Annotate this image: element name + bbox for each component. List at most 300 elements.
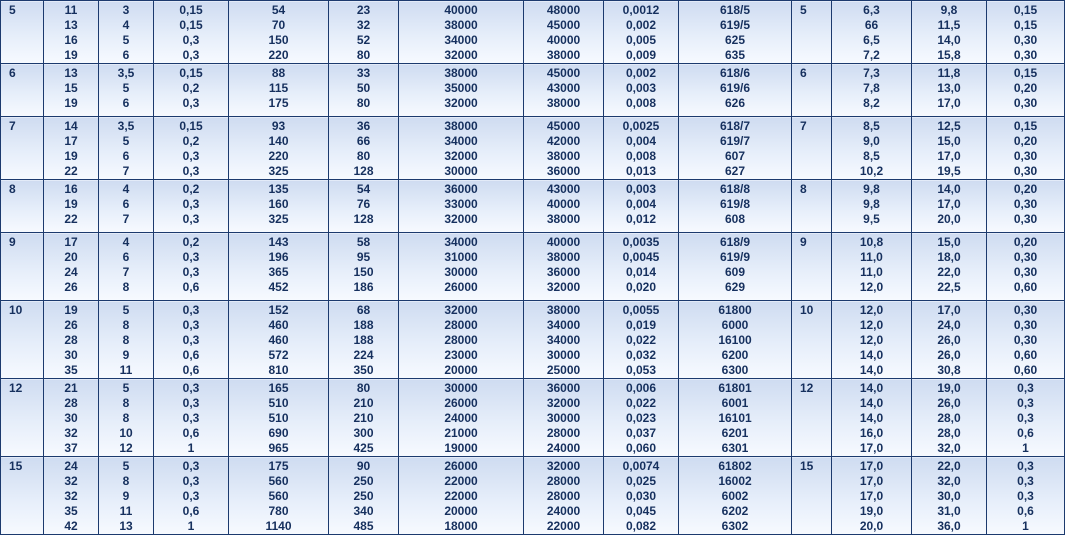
bore-diameter-cell-2 (792, 457, 832, 535)
bore-diameter-cell (1, 64, 44, 117)
cell-value: 0,3 (182, 333, 200, 347)
data-cell (329, 1, 399, 64)
data-cell (329, 457, 399, 535)
bore-diameter-cell-2 (792, 180, 832, 233)
cell-value: 0,013 (625, 164, 657, 178)
cell-value: 18000 (444, 519, 478, 533)
cell-value: 128 (353, 212, 374, 226)
data-cell (329, 301, 399, 379)
cell-value: 0,3 (182, 33, 200, 47)
cell-value: 17,0 (859, 489, 884, 503)
data-cell (832, 64, 912, 117)
cell-value: 0,30 (1013, 265, 1038, 279)
cell-value: 3,5 (117, 119, 135, 133)
data-cell (987, 64, 1065, 117)
bore-diameter-cell-2 (792, 117, 832, 180)
data-cell (154, 1, 229, 64)
cell-value: 30,0 (937, 489, 961, 503)
cell-value: 68 (356, 303, 371, 317)
cell-value: 28000 (546, 474, 581, 488)
data-cell (912, 233, 987, 301)
cell-value: 0,60 (1013, 348, 1038, 362)
table-body (1, 1, 1065, 535)
data-cell (44, 117, 99, 180)
cell-value: 188 (353, 318, 374, 332)
data-cell (99, 180, 154, 233)
data-cell (154, 457, 229, 535)
data-cell (329, 180, 399, 233)
cell-value: 23 (356, 3, 371, 17)
data-cell (99, 64, 154, 117)
cell-value: 17,0 (937, 149, 961, 163)
cell-value: 10 (9, 303, 23, 317)
cell-value: 0,60 (1013, 280, 1038, 294)
cell-value: 0,045 (625, 504, 657, 518)
bore-diameter-cell-2 (792, 1, 832, 64)
cell-value: 140 (268, 134, 289, 148)
cell-value: 14,0 (859, 363, 884, 377)
cell-value: 690 (268, 426, 289, 440)
cell-value: 13 (119, 519, 133, 533)
data-cell (399, 1, 524, 64)
cell-value: 30000 (546, 348, 581, 362)
cell-value: 160 (268, 197, 289, 211)
cell-value: 485 (353, 519, 374, 533)
cell-value: 19 (64, 303, 78, 317)
cell-value: 0,0045 (622, 250, 660, 264)
cell-value: 28000 (546, 426, 581, 440)
cell-value: 0,053 (625, 363, 657, 377)
cell-value: 26000 (444, 459, 478, 473)
cell-value: 0,2 (182, 134, 200, 148)
data-cell (524, 379, 604, 457)
cell-value: 0,30 (1013, 250, 1038, 264)
cell-value: 34000 (444, 134, 478, 148)
cell-value: 16101 (718, 411, 752, 425)
cell-value: 22 (64, 212, 78, 226)
cell-value: 34000 (444, 33, 478, 47)
cell-value: 28000 (546, 489, 581, 503)
cell-value: 16,0 (859, 426, 884, 440)
data-cell (832, 117, 912, 180)
cell-value: 250 (353, 489, 374, 503)
cell-value: 0,15 (1013, 3, 1038, 17)
cell-value: 7,2 (863, 48, 880, 62)
data-cell (604, 457, 679, 535)
cell-value: 5 (9, 3, 16, 17)
data-cell (987, 301, 1065, 379)
cell-value: 22000 (444, 489, 478, 503)
cell-value: 619/7 (719, 134, 751, 148)
cell-value: 6002 (721, 489, 749, 503)
cell-value: 560 (268, 474, 289, 488)
bore-diameter-cell (1, 180, 44, 233)
cell-value: 186 (353, 280, 374, 294)
cell-value: 17,0 (937, 303, 961, 317)
data-cell (604, 64, 679, 117)
cell-value: 0,023 (625, 411, 657, 425)
cell-value: 32000 (444, 212, 478, 226)
cell-value: 0,3 (1017, 489, 1034, 503)
cell-value: 175 (268, 96, 289, 110)
cell-value: 17 (64, 134, 78, 148)
cell-value: 14,0 (859, 396, 884, 410)
cell-value: 6 (122, 149, 130, 163)
cell-value: 6300 (721, 363, 749, 377)
data-cell (832, 301, 912, 379)
cell-value: 30000 (444, 265, 478, 279)
data-cell (229, 180, 329, 233)
cell-value: 0,30 (1013, 318, 1038, 332)
cell-value: 340 (353, 504, 374, 518)
cell-value: 0,3 (182, 96, 200, 110)
cell-value: 0,3 (182, 411, 200, 425)
bore-diameter-cell-2 (792, 233, 832, 301)
cell-value: 0,6 (1017, 504, 1034, 518)
cell-value: 619/5 (719, 18, 751, 32)
cell-value: 5 (122, 459, 130, 473)
cell-value: 1140 (265, 519, 292, 533)
cell-value: 37 (64, 441, 78, 455)
cell-value: 22,0 (937, 459, 961, 473)
cell-value: 33 (356, 66, 371, 80)
cell-value: 32,0 (937, 441, 961, 455)
cell-value: 54 (271, 3, 286, 17)
data-cell (154, 64, 229, 117)
data-cell (44, 1, 99, 64)
cell-value: 618/6 (719, 66, 751, 80)
cell-value: 0,3 (1017, 396, 1034, 410)
cell-value: 38000 (546, 212, 581, 226)
cell-value: 38000 (546, 48, 581, 62)
cell-value: 18,0 (937, 250, 961, 264)
cell-value: 66 (864, 18, 879, 32)
cell-value: 31000 (444, 250, 478, 264)
cell-value: 618/7 (719, 119, 751, 133)
cell-value: 196 (268, 250, 289, 264)
cell-value: 50 (356, 81, 371, 95)
cell-value: 16 (64, 33, 78, 47)
cell-value: 0,30 (1013, 212, 1038, 226)
cell-value: 1 (187, 441, 195, 455)
cell-value: 54 (356, 182, 371, 196)
cell-value: 0,0074 (622, 459, 660, 473)
cell-value: 12 (119, 441, 133, 455)
cell-value: 8 (122, 280, 130, 294)
cell-value: 15 (800, 459, 814, 473)
cell-value: 325 (268, 212, 289, 226)
data-cell (987, 379, 1065, 457)
cell-value: 0,008 (625, 96, 657, 110)
cell-value: 11,0 (860, 265, 883, 279)
cell-value: 38000 (444, 119, 478, 133)
cell-value: 0,3 (1017, 411, 1034, 425)
data-cell (679, 1, 792, 64)
cell-value: 4 (122, 235, 130, 249)
cell-value: 6001 (721, 396, 749, 410)
cell-value: 22000 (546, 519, 581, 533)
cell-value: 30000 (546, 411, 581, 425)
cell-value: 33000 (444, 197, 478, 211)
cell-value: 0,3 (182, 474, 200, 488)
cell-value: 16 (64, 182, 78, 196)
cell-value: 220 (268, 149, 289, 163)
cell-value: 14,0 (859, 411, 884, 425)
cell-value: 43000 (546, 81, 581, 95)
data-cell (679, 301, 792, 379)
data-cell (329, 379, 399, 457)
cell-value: 3 (122, 3, 130, 17)
data-cell (524, 457, 604, 535)
cell-value: 0,3 (182, 250, 200, 264)
cell-value: 9,8 (863, 182, 880, 196)
data-cell (832, 1, 912, 64)
cell-value: 28 (64, 333, 78, 347)
cell-value: 34000 (546, 318, 581, 332)
cell-value: 26 (64, 280, 78, 294)
data-cell (399, 64, 524, 117)
cell-value: 8,2 (863, 96, 880, 110)
cell-value: 350 (353, 363, 374, 377)
cell-value: 128 (353, 164, 374, 178)
cell-value: 16002 (718, 474, 752, 488)
cell-value: 607 (724, 149, 746, 163)
cell-value: 0,0012 (622, 3, 660, 17)
cell-value: 12,0 (859, 303, 884, 317)
cell-value: 42000 (546, 134, 581, 148)
data-cell (44, 180, 99, 233)
cell-value: 210 (353, 411, 374, 425)
cell-value: 0,3 (182, 48, 200, 62)
cell-value: 6,3 (863, 3, 880, 17)
data-cell (399, 233, 524, 301)
cell-value: 14,0 (937, 182, 961, 196)
data-cell (524, 180, 604, 233)
cell-value: 14,0 (937, 33, 961, 47)
data-cell (832, 233, 912, 301)
cell-value: 19 (64, 96, 78, 110)
cell-value: 175 (268, 459, 289, 473)
cell-value: 11,0 (860, 250, 883, 264)
cell-value: 0,006 (625, 381, 657, 395)
cell-value: 152 (268, 303, 289, 317)
cell-value: 13,0 (937, 81, 961, 95)
data-cell (604, 180, 679, 233)
data-cell (154, 117, 229, 180)
cell-value: 0,3 (182, 303, 200, 317)
cell-value: 80 (356, 149, 371, 163)
cell-value: 48000 (546, 3, 581, 17)
cell-value: 38000 (444, 66, 478, 80)
data-cell (229, 457, 329, 535)
cell-value: 5 (122, 33, 130, 47)
cell-value: 0,30 (1013, 96, 1038, 110)
cell-value: 7 (122, 164, 130, 178)
cell-value: 15,0 (937, 235, 961, 249)
cell-value: 0,012 (625, 212, 657, 226)
data-cell (399, 117, 524, 180)
cell-value: 6 (122, 48, 130, 62)
cell-value: 40000 (546, 235, 581, 249)
cell-value: 19,0 (937, 381, 961, 395)
cell-value: 0,003 (625, 182, 657, 196)
data-cell (44, 457, 99, 535)
table-row (1, 64, 1065, 117)
cell-value: 6301 (721, 441, 749, 455)
cell-value: 42 (64, 519, 78, 533)
cell-value: 26,0 (937, 396, 961, 410)
data-cell (832, 180, 912, 233)
cell-value: 0,082 (625, 519, 657, 533)
data-cell (229, 64, 329, 117)
data-cell (229, 233, 329, 301)
cell-value: 0,20 (1013, 81, 1038, 95)
cell-value: 40000 (546, 197, 581, 211)
cell-value: 0,004 (625, 197, 657, 211)
bore-diameter-cell (1, 301, 44, 379)
cell-value: 0,60 (1013, 363, 1038, 377)
data-cell (604, 1, 679, 64)
cell-value: 30 (64, 411, 78, 425)
cell-value: 0,15 (179, 119, 203, 133)
cell-value: 635 (724, 48, 746, 62)
cell-value: 0,3 (182, 197, 200, 211)
cell-value: 0,3 (1017, 381, 1034, 395)
cell-value: 38000 (546, 96, 581, 110)
cell-value: 510 (268, 411, 289, 425)
data-cell (524, 1, 604, 64)
data-cell (912, 379, 987, 457)
cell-value: 11 (119, 363, 133, 377)
cell-value: 0,008 (625, 149, 657, 163)
cell-value: 30000 (444, 164, 478, 178)
cell-value: 16100 (718, 333, 752, 347)
cell-value: 45000 (546, 18, 581, 32)
cell-value: 0,060 (625, 441, 657, 455)
cell-value: 0,009 (625, 48, 657, 62)
cell-value: 17,0 (859, 474, 884, 488)
cell-value: 5 (800, 3, 807, 17)
cell-value: 460 (268, 333, 289, 347)
cell-value: 11 (119, 504, 133, 518)
cell-value: 810 (268, 363, 289, 377)
cell-value: 17,0 (859, 441, 884, 455)
cell-value: 70 (271, 18, 286, 32)
cell-value: 1 (1022, 519, 1029, 533)
cell-value: 26 (64, 318, 78, 332)
cell-value: 12,0 (859, 318, 884, 332)
cell-value: 9,5 (863, 212, 880, 226)
cell-value: 0,3 (182, 459, 200, 473)
cell-value: 30 (64, 348, 78, 362)
table-row (1, 1, 1065, 64)
cell-value: 90 (356, 459, 371, 473)
cell-value: 8 (122, 411, 130, 425)
cell-value: 36000 (546, 381, 581, 395)
cell-value: 0,15 (1013, 66, 1038, 80)
cell-value: 30000 (444, 381, 478, 395)
cell-value: 5 (122, 303, 130, 317)
cell-value: 6 (122, 96, 130, 110)
bore-diameter-cell (1, 379, 44, 457)
cell-value: 14,0 (859, 381, 884, 395)
cell-value: 150 (353, 265, 374, 279)
cell-value: 609 (724, 265, 746, 279)
cell-value: 58 (356, 235, 371, 249)
cell-value: 12 (800, 381, 814, 395)
cell-value: 19 (64, 149, 78, 163)
data-cell (604, 233, 679, 301)
cell-value: 0,3 (182, 381, 200, 395)
cell-value: 24 (64, 265, 78, 279)
cell-value: 38000 (546, 303, 581, 317)
cell-value: 0,3 (1017, 459, 1034, 473)
cell-value: 7 (122, 265, 130, 279)
cell-value: 0,003 (625, 81, 657, 95)
data-cell (229, 1, 329, 64)
cell-value: 32000 (546, 396, 581, 410)
cell-value: 88 (271, 66, 286, 80)
cell-value: 1 (1022, 441, 1029, 455)
bore-diameter-cell-2 (792, 64, 832, 117)
cell-value: 7,3 (863, 66, 880, 80)
data-cell (99, 457, 154, 535)
cell-value: 560 (268, 489, 289, 503)
cell-value: 250 (353, 474, 374, 488)
cell-value: 32 (64, 426, 78, 440)
cell-value: 24000 (546, 441, 581, 455)
cell-value: 32000 (444, 96, 478, 110)
cell-value: 7 (122, 212, 130, 226)
cell-value: 0,15 (1013, 18, 1038, 32)
cell-value: 52 (356, 33, 371, 47)
cell-value: 9,8 (940, 3, 958, 17)
cell-value: 26,0 (937, 348, 961, 362)
table-row (1, 180, 1065, 233)
cell-value: 80 (356, 381, 371, 395)
cell-value: 6000 (721, 318, 749, 332)
cell-value: 8 (800, 182, 807, 196)
cell-value: 6202 (721, 504, 749, 518)
data-cell (99, 233, 154, 301)
data-cell (604, 301, 679, 379)
cell-value: 13 (64, 66, 78, 80)
data-cell (154, 301, 229, 379)
cell-value: 0,3 (182, 212, 200, 226)
cell-value: 38000 (444, 18, 478, 32)
cell-value: 35 (64, 504, 78, 518)
data-cell (987, 233, 1065, 301)
cell-value: 21 (64, 381, 78, 395)
cell-value: 9,8 (863, 197, 880, 211)
cell-value: 31,0 (937, 504, 961, 518)
data-cell (44, 233, 99, 301)
cell-value: 300 (353, 426, 374, 440)
cell-value: 0,0035 (622, 235, 660, 249)
cell-value: 0,6 (182, 504, 200, 518)
cell-value: 21000 (444, 426, 478, 440)
cell-value: 0,30 (1013, 197, 1038, 211)
data-cell (229, 301, 329, 379)
cell-value: 36000 (546, 164, 581, 178)
cell-value: 9,0 (863, 134, 880, 148)
cell-value: 36 (356, 119, 371, 133)
cell-value: 61800 (718, 303, 752, 317)
cell-value: 965 (268, 441, 289, 455)
cell-value: 0,20 (1013, 134, 1038, 148)
cell-value: 3,5 (117, 66, 135, 80)
cell-value: 15 (9, 459, 23, 473)
